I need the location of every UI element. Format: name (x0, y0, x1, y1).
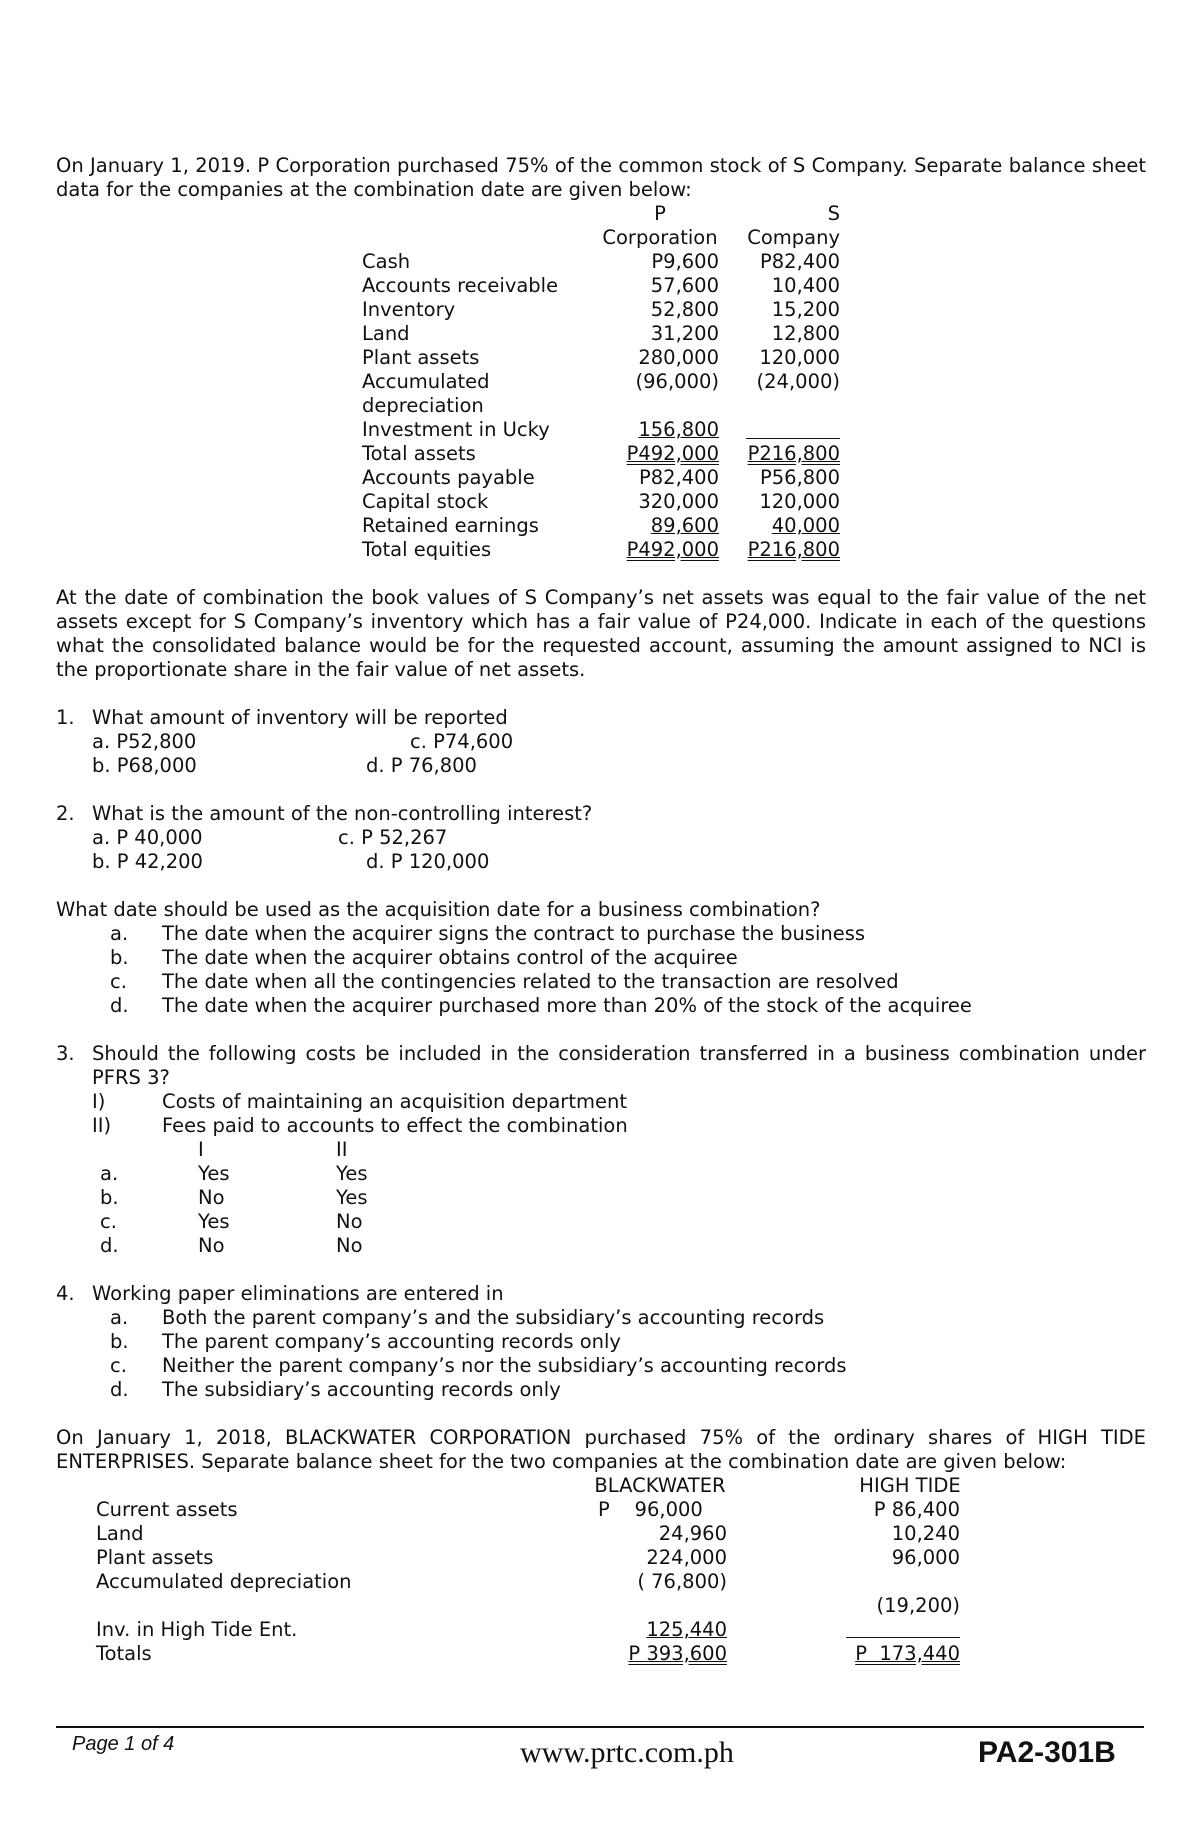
question-3-row-c-letter: c. (100, 1210, 117, 1233)
bs2-label-current-assets: Current assets (96, 1498, 238, 1521)
question-3-row-d-i: No (198, 1234, 225, 1257)
question-2-option-c: c. P 52,267 (338, 826, 448, 849)
bs2-b-totals: P 393,600 (628, 1642, 727, 1665)
bs2-label-plant: Plant assets (96, 1546, 214, 1569)
question-1-option-d: d. P 76,800 (366, 754, 477, 777)
col-head-p-line2: Corporation (602, 226, 718, 249)
bs1-p-total-assets: P492,000 (626, 442, 719, 465)
question-4-option-c-text: Neither the parent company’s nor the subsidiary’s accounting records (162, 1354, 847, 1377)
col-head-s-line2: Company (747, 226, 840, 249)
question-date-option-c-text: The date when all the contingencies related to the transaction are resolved (162, 970, 899, 993)
bs1-label-total-assets: Total assets (362, 442, 476, 465)
question-4-option-a-letter: a. (110, 1306, 129, 1329)
question-3-number: 3. (56, 1042, 75, 1065)
bs2-h-land: 10,240 (891, 1522, 960, 1545)
question-2-text: What is the amount of the non-controlling interest? (92, 802, 593, 825)
bs2-col-head-blackwater: BLACKWATER (594, 1474, 726, 1497)
bs1-label-land: Land (362, 322, 410, 345)
bs2-b-land: 24,960 (658, 1522, 727, 1545)
bs2-h-current-assets: P 86,400 (873, 1498, 960, 1521)
question-1-option-c: c. P74,600 (410, 730, 514, 753)
question-date-option-b-text: The date when the acquirer obtains control of the acquiree (162, 946, 738, 969)
footer-document-code: PA2-301B (978, 1736, 1116, 1769)
question-3-row-c-i: Yes (198, 1210, 230, 1233)
bs2-label-investment: Inv. in High Tide Ent. (96, 1618, 298, 1641)
question-date-option-b-letter: b. (110, 946, 129, 969)
bs1-s-inventory: 15,200 (771, 298, 840, 321)
bs2-h-investment-rule (846, 1637, 960, 1638)
question-3-row-b-ii: Yes (336, 1186, 368, 1209)
question-3-row-d-ii: No (336, 1234, 363, 1257)
question-date-option-d-text: The date when the acquirer purchased more than 20% of the stock of the acquiree (162, 994, 972, 1017)
bs1-s-ap: P56,800 (760, 466, 840, 489)
question-3-row-c-ii: No (336, 1210, 363, 1233)
question-3-row-a-i: Yes (198, 1162, 230, 1185)
bs1-s-ar: 10,400 (771, 274, 840, 297)
bs1-p-total-equities: P492,000 (626, 538, 719, 561)
bs2-col-head-high-tide: HIGH TIDE (859, 1474, 961, 1497)
bs1-p-plant: 280,000 (638, 346, 719, 369)
bs1-s-cash: P82,400 (760, 250, 840, 273)
bs2-b-investment: 125,440 (646, 1618, 727, 1641)
question-2-option-d: d. P 120,000 (366, 850, 490, 873)
bs1-label-inventory: Inventory (362, 298, 456, 321)
footer-website[interactable]: www.prtc.com.ph (520, 1736, 734, 1769)
question-3-item-2-text: Fees paid to accounts to effect the combination (162, 1114, 628, 1137)
question-4-option-b-text: The parent company’s accounting records only (162, 1330, 621, 1353)
bs2-h-accum: (19,200) (876, 1594, 960, 1617)
bs1-label-ar: Accounts receivable (362, 274, 559, 297)
bs1-p-inventory: 52,800 (650, 298, 719, 321)
bs1-p-land: 31,200 (650, 322, 719, 345)
bs1-label-investment: Investment in Ucky (362, 418, 550, 441)
bs1-label-accum: Accumulated (362, 370, 490, 393)
question-4-option-a-text: Both the parent company’s and the subsidiary’s accounting records (162, 1306, 825, 1329)
question-3-head-i: I (198, 1138, 204, 1161)
question-4-option-b-letter: b. (110, 1330, 129, 1353)
question-date-option-d-letter: d. (110, 994, 129, 1017)
bs1-p-ar: 57,600 (650, 274, 719, 297)
bs1-label-total-equities: Total equities (362, 538, 492, 561)
bs2-label-accum: Accumulated depreciation (96, 1570, 352, 1593)
col-head-p-line1: P (654, 202, 666, 225)
question-2-number: 2. (56, 802, 75, 825)
question-3-text: Should the following costs be included in the consideration transferred in a business combination under PFRS 3? (92, 1042, 1146, 1089)
footer-page-number: Page 1 of 4 (72, 1733, 175, 1755)
question-4-text: Working paper eliminations are entered in (92, 1282, 504, 1305)
bs1-label-plant: Plant assets (362, 346, 480, 369)
question-3-item-1-roman: I) (92, 1090, 106, 1113)
question-4-option-d-text: The subsidiary’s accounting records only (162, 1378, 561, 1401)
bs1-p-cash: P9,600 (651, 250, 719, 273)
question-date-text: What date should be used as the acquisition date for a business combination? (56, 898, 821, 921)
bs1-p-accum: (96,000) (635, 370, 719, 393)
bs1-s-plant: 120,000 (759, 346, 840, 369)
bs1-label-depreciation: depreciation (362, 394, 484, 417)
bs1-label-capital: Capital stock (362, 490, 489, 513)
bs1-label-retained: Retained earnings (362, 514, 539, 537)
question-3-row-a-letter: a. (100, 1162, 119, 1185)
question-1-option-b: b. P68,000 (92, 754, 197, 777)
question-3-row-b-i: No (198, 1186, 225, 1209)
question-2-option-b: b. P 42,200 (92, 850, 203, 873)
bs1-s-investment-rule (746, 438, 840, 439)
question-4-number: 4. (56, 1282, 75, 1305)
bs1-p-investment: 156,800 (638, 418, 719, 441)
question-3-head-ii: II (336, 1138, 348, 1161)
col-head-s-line1: S (827, 202, 840, 225)
bs1-p-retained: 89,600 (650, 514, 719, 537)
bs2-label-totals: Totals (96, 1642, 152, 1665)
bs1-label-ap: Accounts payable (362, 466, 535, 489)
bs2-h-totals: P 173,440 (855, 1642, 960, 1665)
bs1-s-accum: (24,000) (756, 370, 840, 393)
question-date-option-a-letter: a. (110, 922, 129, 945)
question-1-number: 1. (56, 706, 75, 729)
bs1-s-land: 12,800 (771, 322, 840, 345)
bs1-label-cash: Cash (362, 250, 411, 273)
bs2-label-land: Land (96, 1522, 144, 1545)
question-3-row-a-ii: Yes (336, 1162, 368, 1185)
question-4-option-d-letter: d. (110, 1378, 129, 1401)
question-2-option-a: a. P 40,000 (92, 826, 203, 849)
bs1-s-total-assets: P216,800 (747, 442, 840, 465)
question-3-row-b-letter: b. (100, 1186, 119, 1209)
question-date-option-a-text: The date when the acquirer signs the contract to purchase the business (162, 922, 866, 945)
bs1-p-ap: P82,400 (639, 466, 719, 489)
question-3-row-d-letter: d. (100, 1234, 119, 1257)
bs1-p-capital: 320,000 (638, 490, 719, 513)
footer-rule (56, 1726, 1144, 1728)
bs1-s-capital: 120,000 (759, 490, 840, 513)
bs1-s-retained: 40,000 (771, 514, 840, 537)
bs1-s-total-equities: P216,800 (747, 538, 840, 561)
bs2-b-plant: 224,000 (646, 1546, 727, 1569)
question-1-text: What amount of inventory will be reported (92, 706, 508, 729)
question-1-option-a: a. P52,800 (92, 730, 197, 753)
bs2-h-plant: 96,000 (891, 1546, 960, 1569)
question-3-item-2-roman: II) (92, 1114, 112, 1137)
question-date-option-c-letter: c. (110, 970, 127, 993)
intro-paragraph-2: At the date of combination the book values of S Company’s net assets was equal to the fair value of the net assets except for S Company’s inventory which has a fair value of P24,000. Indicate in each of the questions what the consolidated balance would be for the requested account, assuming the amount assigned to NCI is the proportionate share in the fair value of net assets. (56, 586, 1146, 681)
question-3-item-1-text: Costs of maintaining an acquisition department (162, 1090, 627, 1113)
intro-paragraph-3: On January 1, 2018, BLACKWATER CORPORATION purchased 75% of the ordinary shares of HIGH TIDE ENTERPRISES. Separate balance sheet for the two companies at the combination date are given below: (56, 1426, 1146, 1473)
bs2-b-accum: ( 76,800) (637, 1570, 727, 1593)
bs2-b-current-assets: P 96,000 (598, 1498, 703, 1521)
intro-paragraph-1: On January 1, 2019. P Corporation purchased 75% of the common stock of S Company. Separate balance sheet data for the companies at the combination date are given below: (56, 154, 1146, 201)
question-4-option-c-letter: c. (110, 1354, 127, 1377)
